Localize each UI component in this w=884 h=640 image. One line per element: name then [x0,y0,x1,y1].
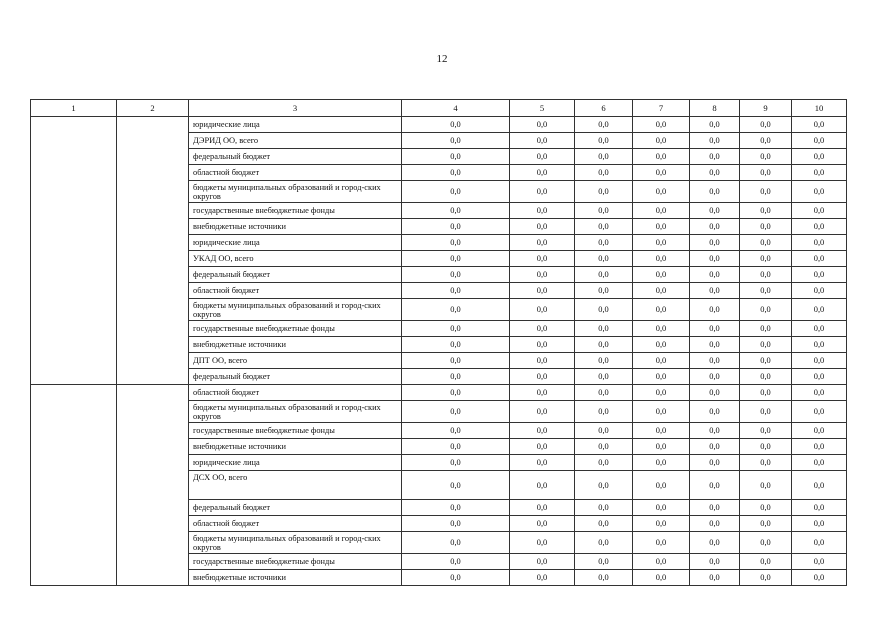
value-cell: 0,0 [740,401,792,423]
group-cell-col2 [117,385,189,586]
value-cell: 0,0 [633,203,690,219]
value-cell: 0,0 [792,554,847,570]
value-cell: 0,0 [510,181,575,203]
value-cell: 0,0 [402,321,510,337]
value-cell: 0,0 [792,203,847,219]
row-label: государственные внебюджетные фонды [189,554,402,570]
value-cell: 0,0 [510,251,575,267]
column-header: 8 [690,100,740,117]
value-cell: 0,0 [792,369,847,385]
value-cell: 0,0 [575,219,633,235]
value-cell: 0,0 [740,251,792,267]
value-cell: 0,0 [633,165,690,181]
value-cell: 0,0 [575,423,633,439]
value-cell: 0,0 [792,117,847,133]
value-cell: 0,0 [402,283,510,299]
column-header: 1 [31,100,117,117]
value-cell: 0,0 [575,149,633,165]
row-label: бюджеты муниципальных образований и город-ских округов [189,299,402,321]
value-cell: 0,0 [792,401,847,423]
value-cell: 0,0 [510,283,575,299]
row-label: федеральный бюджет [189,267,402,283]
value-cell: 0,0 [510,337,575,353]
value-cell: 0,0 [402,181,510,203]
column-header: 6 [575,100,633,117]
table-body [31,117,847,586]
value-cell: 0,0 [575,401,633,423]
header-row [31,100,847,117]
value-cell: 0,0 [792,165,847,181]
value-cell: 0,0 [690,337,740,353]
value-cell: 0,0 [633,401,690,423]
value-cell: 0,0 [690,423,740,439]
value-cell: 0,0 [633,439,690,455]
value-cell: 0,0 [402,219,510,235]
value-cell: 0,0 [690,570,740,586]
group-cell-col2 [117,117,189,385]
value-cell: 0,0 [792,251,847,267]
value-cell: 0,0 [690,235,740,251]
value-cell: 0,0 [690,401,740,423]
value-cell: 0,0 [740,133,792,149]
value-cell: 0,0 [690,455,740,471]
value-cell: 0,0 [740,353,792,369]
value-cell: 0,0 [740,267,792,283]
value-cell: 0,0 [575,369,633,385]
value-cell: 0,0 [740,165,792,181]
value-cell: 0,0 [690,500,740,516]
value-cell: 0,0 [575,283,633,299]
value-cell: 0,0 [690,203,740,219]
value-cell: 0,0 [633,570,690,586]
row-label: ДЭРИД ОО, всего [189,133,402,149]
value-cell: 0,0 [402,439,510,455]
value-cell: 0,0 [402,267,510,283]
column-header: 7 [633,100,690,117]
value-cell: 0,0 [740,299,792,321]
budget-table [30,99,847,586]
row-label: бюджеты муниципальных образований и город-ских округов [189,532,402,554]
column-header: 3 [189,100,402,117]
column-header: 9 [740,100,792,117]
value-cell: 0,0 [633,471,690,500]
value-cell: 0,0 [402,203,510,219]
value-cell: 0,0 [402,353,510,369]
value-cell: 0,0 [510,554,575,570]
value-cell: 0,0 [792,455,847,471]
value-cell: 0,0 [740,385,792,401]
value-cell: 0,0 [792,423,847,439]
row-label: областной бюджет [189,385,402,401]
value-cell: 0,0 [510,299,575,321]
value-cell: 0,0 [690,321,740,337]
value-cell: 0,0 [633,251,690,267]
column-header: 4 [402,100,510,117]
value-cell: 0,0 [792,337,847,353]
value-cell: 0,0 [740,532,792,554]
value-cell: 0,0 [402,500,510,516]
value-cell: 0,0 [510,455,575,471]
value-cell: 0,0 [510,369,575,385]
value-cell: 0,0 [575,133,633,149]
value-cell: 0,0 [633,267,690,283]
value-cell: 0,0 [402,235,510,251]
value-cell: 0,0 [690,353,740,369]
value-cell: 0,0 [633,181,690,203]
value-cell: 0,0 [792,353,847,369]
value-cell: 0,0 [792,321,847,337]
value-cell: 0,0 [633,353,690,369]
value-cell: 0,0 [510,133,575,149]
value-cell: 0,0 [792,149,847,165]
value-cell: 0,0 [510,235,575,251]
value-cell: 0,0 [402,385,510,401]
value-cell: 0,0 [633,337,690,353]
column-header: 5 [510,100,575,117]
value-cell: 0,0 [740,423,792,439]
row-label: федеральный бюджет [189,369,402,385]
value-cell: 0,0 [792,471,847,500]
value-cell: 0,0 [792,570,847,586]
value-cell: 0,0 [792,181,847,203]
value-cell: 0,0 [740,219,792,235]
value-cell: 0,0 [575,267,633,283]
row-label: государственные внебюджетные фонды [189,423,402,439]
value-cell: 0,0 [792,133,847,149]
value-cell: 0,0 [510,117,575,133]
value-cell: 0,0 [510,353,575,369]
value-cell: 0,0 [690,283,740,299]
value-cell: 0,0 [633,117,690,133]
value-cell: 0,0 [402,369,510,385]
value-cell: 0,0 [575,570,633,586]
value-cell: 0,0 [740,455,792,471]
value-cell: 0,0 [402,299,510,321]
value-cell: 0,0 [633,219,690,235]
value-cell: 0,0 [575,353,633,369]
value-cell: 0,0 [740,235,792,251]
value-cell: 0,0 [575,516,633,532]
value-cell: 0,0 [792,439,847,455]
value-cell: 0,0 [402,337,510,353]
value-cell: 0,0 [792,532,847,554]
value-cell: 0,0 [575,337,633,353]
value-cell: 0,0 [510,321,575,337]
table-row [31,117,847,133]
value-cell: 0,0 [510,570,575,586]
value-cell: 0,0 [402,251,510,267]
group-cell-col1 [31,117,117,385]
value-cell: 0,0 [792,299,847,321]
value-cell: 0,0 [575,455,633,471]
value-cell: 0,0 [633,554,690,570]
value-cell: 0,0 [510,401,575,423]
page-number: 12 [436,53,448,65]
row-label: государственные внебюджетные фонды [189,321,402,337]
row-label: ДПТ ОО, всего [189,353,402,369]
row-label: ДСХ ОО, всего [189,471,402,500]
value-cell: 0,0 [402,516,510,532]
value-cell: 0,0 [690,219,740,235]
value-cell: 0,0 [792,516,847,532]
value-cell: 0,0 [402,149,510,165]
value-cell: 0,0 [510,439,575,455]
value-cell: 0,0 [792,283,847,299]
value-cell: 0,0 [690,181,740,203]
column-header: 10 [792,100,847,117]
value-cell: 0,0 [575,235,633,251]
table-row [31,385,847,401]
row-label: бюджеты муниципальных образований и город-ских округов [189,181,402,203]
row-label: федеральный бюджет [189,149,402,165]
value-cell: 0,0 [575,532,633,554]
value-cell: 0,0 [633,385,690,401]
row-label: областной бюджет [189,516,402,532]
value-cell: 0,0 [510,219,575,235]
value-cell: 0,0 [402,423,510,439]
value-cell: 0,0 [575,251,633,267]
value-cell: 0,0 [402,133,510,149]
row-label: федеральный бюджет [189,500,402,516]
value-cell: 0,0 [633,235,690,251]
value-cell: 0,0 [575,203,633,219]
value-cell: 0,0 [740,500,792,516]
value-cell: 0,0 [690,165,740,181]
value-cell: 0,0 [740,117,792,133]
value-cell: 0,0 [690,554,740,570]
value-cell: 0,0 [690,299,740,321]
row-label: внебюджетные источники [189,570,402,586]
value-cell: 0,0 [690,516,740,532]
value-cell: 0,0 [740,149,792,165]
value-cell: 0,0 [792,385,847,401]
value-cell: 0,0 [402,554,510,570]
value-cell: 0,0 [690,471,740,500]
value-cell: 0,0 [740,369,792,385]
row-label: бюджеты муниципальных образований и город-ских округов [189,401,402,423]
value-cell: 0,0 [510,532,575,554]
value-cell: 0,0 [575,321,633,337]
value-cell: 0,0 [740,570,792,586]
value-cell: 0,0 [690,369,740,385]
value-cell: 0,0 [633,149,690,165]
value-cell: 0,0 [510,516,575,532]
value-cell: 0,0 [575,299,633,321]
value-cell: 0,0 [792,267,847,283]
value-cell: 0,0 [510,149,575,165]
row-label: областной бюджет [189,165,402,181]
value-cell: 0,0 [402,117,510,133]
value-cell: 0,0 [792,219,847,235]
value-cell: 0,0 [510,471,575,500]
value-cell: 0,0 [633,299,690,321]
value-cell: 0,0 [690,149,740,165]
row-label: юридические лица [189,235,402,251]
value-cell: 0,0 [690,117,740,133]
value-cell: 0,0 [510,267,575,283]
row-label: УКАД ОО, всего [189,251,402,267]
value-cell: 0,0 [633,133,690,149]
value-cell: 0,0 [690,439,740,455]
value-cell: 0,0 [402,165,510,181]
value-cell: 0,0 [633,369,690,385]
value-cell: 0,0 [690,532,740,554]
value-cell: 0,0 [633,455,690,471]
value-cell: 0,0 [740,337,792,353]
value-cell: 0,0 [633,516,690,532]
value-cell: 0,0 [402,532,510,554]
row-label: областной бюджет [189,283,402,299]
value-cell: 0,0 [740,471,792,500]
row-label: внебюджетные источники [189,337,402,353]
value-cell: 0,0 [633,423,690,439]
value-cell: 0,0 [402,570,510,586]
value-cell: 0,0 [633,283,690,299]
value-cell: 0,0 [510,385,575,401]
value-cell: 0,0 [575,439,633,455]
value-cell: 0,0 [633,500,690,516]
value-cell: 0,0 [740,321,792,337]
value-cell: 0,0 [402,455,510,471]
value-cell: 0,0 [510,165,575,181]
value-cell: 0,0 [633,321,690,337]
value-cell: 0,0 [575,471,633,500]
value-cell: 0,0 [575,181,633,203]
value-cell: 0,0 [740,181,792,203]
value-cell: 0,0 [575,117,633,133]
column-header: 2 [117,100,189,117]
value-cell: 0,0 [740,439,792,455]
row-label: внебюджетные источники [189,439,402,455]
value-cell: 0,0 [510,500,575,516]
value-cell: 0,0 [690,133,740,149]
value-cell: 0,0 [740,516,792,532]
value-cell: 0,0 [510,423,575,439]
value-cell: 0,0 [690,385,740,401]
value-cell: 0,0 [740,203,792,219]
value-cell: 0,0 [690,267,740,283]
value-cell: 0,0 [402,471,510,500]
value-cell: 0,0 [690,251,740,267]
value-cell: 0,0 [740,283,792,299]
value-cell: 0,0 [633,532,690,554]
row-label: юридические лица [189,455,402,471]
value-cell: 0,0 [575,554,633,570]
value-cell: 0,0 [575,385,633,401]
row-label: государственные внебюджетные фонды [189,203,402,219]
value-cell: 0,0 [510,203,575,219]
value-cell: 0,0 [402,401,510,423]
value-cell: 0,0 [740,554,792,570]
row-label: внебюджетные источники [189,219,402,235]
value-cell: 0,0 [575,500,633,516]
value-cell: 0,0 [792,235,847,251]
row-label: юридические лица [189,117,402,133]
group-cell-col1 [31,385,117,586]
value-cell: 0,0 [575,165,633,181]
value-cell: 0,0 [792,500,847,516]
